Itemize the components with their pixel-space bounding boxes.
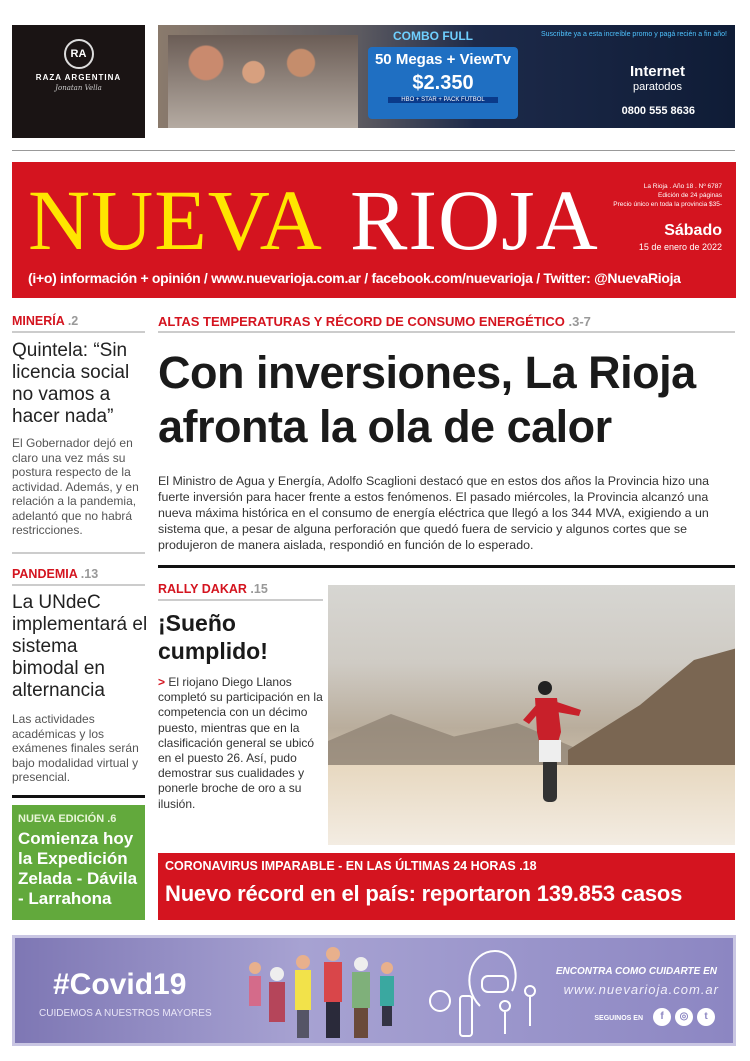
divider <box>12 584 145 586</box>
ad-photo <box>168 35 358 128</box>
page-ref: .3-7 <box>568 314 591 329</box>
section-name: MINERÍA <box>12 314 65 328</box>
page-ref: .13 <box>80 567 99 581</box>
ad-signature: Jonatan Vella <box>55 84 102 92</box>
divider <box>158 599 323 601</box>
facebook-icon[interactable]: f <box>653 1008 671 1026</box>
corona-headline: Nuevo récord en el país: reportaron 139.853 casos <box>165 881 683 906</box>
story-headline[interactable]: La UNdeC implementará el sistema bimodal en alternancia <box>12 592 148 701</box>
dakar-body <box>158 675 326 812</box>
story-summary: Las actividades académicas y los exámenes finales serán bajo modalidad virtual y presencial. <box>12 712 139 784</box>
story-headline[interactable]: Quintela: “Sin licencia social no vamos a hacer nada” <box>12 340 130 427</box>
divider <box>12 552 145 554</box>
edition-day: Sábado <box>664 222 722 239</box>
edition-info <box>613 182 722 209</box>
rider-illustration <box>523 680 583 810</box>
banner-website[interactable]: www.nuevarioja.com.ar <box>563 982 719 997</box>
section-label-dakar <box>158 582 268 596</box>
section-label-lead <box>158 314 591 329</box>
story-box-expedicion[interactable] <box>12 805 145 920</box>
banner-subtitle: CUIDEMOS A NUESTROS MAYORES <box>39 1008 212 1019</box>
section-name: CORONAVIRUS IMPARABLE - EN LAS ÚLTIMAS 24 HORAS <box>165 859 516 873</box>
section-label-mineria <box>12 314 78 328</box>
page-ref: .18 <box>519 859 537 873</box>
page-ref: .6 <box>107 813 117 825</box>
section-label-pandemia <box>12 567 98 581</box>
edition-price: Precio único en toda la provincia $35- <box>613 201 722 208</box>
edition-pages: Edición de 24 páginas <box>658 192 722 199</box>
ad-brand-name: Internet <box>629 63 685 80</box>
dakar-photo <box>328 585 735 845</box>
edition-date: 15 de enero de 2022 <box>638 242 722 252</box>
ad-internet-paratodos[interactable] <box>158 25 735 128</box>
twitter-icon[interactable]: t <box>697 1008 715 1026</box>
ad-brand: RAZA ARGENTINA <box>35 73 122 82</box>
masthead-logo-nueva: NUEVA <box>28 172 323 268</box>
divider <box>158 331 735 333</box>
ad-extras: HBO + STAR + PACK FUTBOL <box>388 97 498 103</box>
instagram-icon[interactable]: ◎ <box>675 1008 693 1026</box>
divider <box>12 331 145 333</box>
story-summary: El Gobernador dejó en claro una vez más su postura respecto de la actividad. Además, y en relación a la pandemia, adelantó que no habrá restricciones. <box>12 436 139 537</box>
ad-price: $2.350 <box>412 72 474 94</box>
divider <box>12 150 735 151</box>
masthead <box>12 162 736 298</box>
banner-follow: SEGUINOS EN <box>594 1015 643 1022</box>
ad-subscribe: Suscribite ya a esta increíble promo y pagá recién a fin año! <box>541 31 727 38</box>
ad-combo: COMBO FULL <box>393 29 473 43</box>
banner-hashtag: #Covid19 <box>53 968 187 1001</box>
dakar-headline[interactable]: ¡Sueño cumplido! <box>158 610 268 664</box>
ad-promo-box <box>368 47 518 119</box>
masthead-tagline: (i+o) información + opinión / www.nuevarioja.com.ar / facebook.com/nuevarioja / Twitter: @NuevaRioja <box>28 270 681 286</box>
covid-banner[interactable] <box>12 935 736 1046</box>
banner-cta: ENCONTRA COMO CUIDARTE EN <box>555 966 717 977</box>
edition-number: La Rioja . Año 18 . Nº 6787 <box>643 183 722 190</box>
lead-headline[interactable]: Con inversiones, La Rioja afronta la ola de calor <box>158 347 696 452</box>
family-illustration <box>235 946 415 1042</box>
story-headline: Comienza hoy la Expedición Zelada - Dávila - Larrahona <box>18 829 138 908</box>
ad-megas: 50 Megas + ViewTv <box>374 51 512 68</box>
dakar-body-text: El riojano Diego Llanos completó su participación en la competencia con un décimo puesto, mientras que en la clasificación general se ubicó en el puesto 26. Así, pudo demostrar sus cualidades y ponerle broche de oro a su ilusión. <box>158 675 323 811</box>
ad-logo: RA <box>64 39 94 69</box>
ad-brand-logo <box>630 65 685 94</box>
page-ref: .2 <box>67 314 79 328</box>
story-box-coronavirus[interactable] <box>158 853 735 920</box>
masthead-logo-rioja: RIOJA <box>350 172 599 268</box>
section-name: NUEVA EDICIÓN <box>18 813 105 825</box>
bullet-marker: > <box>158 675 166 689</box>
section-name: ALTAS TEMPERATURAS Y RÉCORD DE CONSUMO ENERGÉTICO <box>158 314 565 329</box>
section-name: PANDEMIA <box>12 567 78 581</box>
lead-body: El Ministro de Agua y Energía, Adolfo Scaglioni destacó que en estos dos años la Provincia hizo una fuerte inversión para hacer frente a estos fenómenos. El pasado miércoles, la Provincia alcanzó una nueva máxima histórica en el consumo de energía eléctrica que llegó a los 344 MVA, exigiendo a un sistema que, a pesar de alguna perforación que quedó fuera de servicio y algunos cortes que se produjeron de manera aislada, respondió en función de lo esperado. <box>158 474 710 552</box>
divider <box>158 565 735 568</box>
ad-brand-sub: paratodos <box>633 81 682 93</box>
page-ref: .15 <box>250 582 268 596</box>
ad-phone: 0800 555 8636 <box>621 105 695 117</box>
hygiene-icons <box>420 946 550 1042</box>
ad-raza-argentina[interactable] <box>12 25 145 138</box>
section-name: RALLY DAKAR <box>158 582 247 596</box>
divider <box>12 795 145 798</box>
